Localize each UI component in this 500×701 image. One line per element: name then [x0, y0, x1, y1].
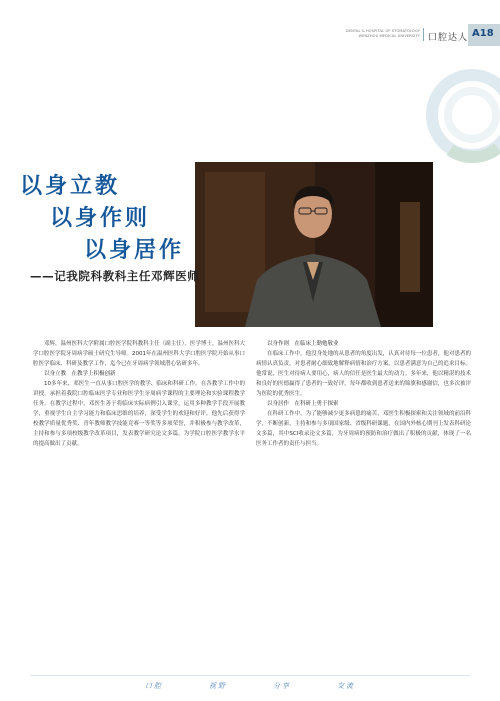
title-line-3: 以身居作 [84, 238, 185, 263]
column-name: 口腔达人 [428, 33, 469, 43]
header-english-line: WENZHOU MEDICAL UNIVERSITY [358, 33, 420, 38]
article-left-column [33, 339, 245, 449]
footer-divider [30, 675, 470, 676]
article-subtitle: ——记我院科教科主任邓辉医师 [30, 269, 200, 283]
header-english-line: DENTAL & HOSPITAL OF STOMATOLOGY [345, 29, 420, 33]
article-paragraph: 10多年来，邓医生一直从事口腔医学的教学、临床和科研工作，在各教学工作中的讲授，承担着我院口腔临床医学专业和医学生牙周病学课程的主要理论和实验课程教学任务。在教学过程中，邓医生善于将临床实际病例引入课堂，运用多种教学手段开展教学，重视学生自主学习能力和临床思维的培养，深受学生的欢迎和好评。他先后获得学校教学质量优秀奖、青年教师教学技能竞赛一等奖等多项荣誉，并积极参与教学改革，主持和参与多项校级教学改革项目，发表教学研究论文多篇，为学院口腔医学教学水平的提高做出了贡献。 [33, 381, 245, 447]
title-line-1: 以身立教 [20, 174, 121, 199]
page-number: A18 [472, 28, 494, 39]
article-right-column [256, 339, 471, 449]
section-heading: 以身立教 在教学上积极创新 [44, 371, 116, 377]
portrait-photo [195, 162, 433, 327]
article-paragraph: 在临床工作中，他没身处地的从患者的角度出发，认真对待每一位患者，他对患者的病情认真负责，对患者耐心细致地解释病情和治疗方案，以患者满意为自己的追求目标。他常说，医生对待病人要用心，病人的信任是医生最大的动力。多年来，他以精湛的技术和良好的医德赢得了患者的一致好评，每年都收到患者送来的锦旗和感谢信，也多次被评为医院的优秀医生。 [256, 351, 471, 397]
footer-item: 分享 [273, 682, 291, 690]
section-heading: 以身作则 在临床上勤勉敬业 [267, 341, 339, 347]
section-heading: 以身居作 在科研上勇于探索 [267, 401, 339, 407]
article-paragraph: 邓辉，温州医科大学附属口腔医学院科教科主任（副主任），医学博士，温州医科大学口腔医学院牙周病学硕士研究生导师。2001年在温州医科大学口腔医学院开始从事口腔医学临床、科研及教学工作，迄今已在牙周病学领域潜心钻研多年。 [33, 341, 245, 367]
footer-slogan [0, 681, 500, 691]
article-paragraph: 在科研工作中，为了能够减少更多病患的痛苦，邓医生积极探索和关注领域的前沿科学，不断创新，主持和参与多项国家级、省级科研课题，在国内外核心期刊上发表科研论文多篇，其中SCI收录论文多篇，为牙周病的预防和治疗做出了积极的贡献，体现了一名医务工作者的责任与担当。 [256, 411, 471, 447]
footer-item: 交流 [337, 682, 355, 690]
footer-item: 口腔 [145, 682, 163, 690]
title-line-2: 以身作则 [50, 206, 151, 231]
footer-item: 视野 [209, 682, 227, 690]
